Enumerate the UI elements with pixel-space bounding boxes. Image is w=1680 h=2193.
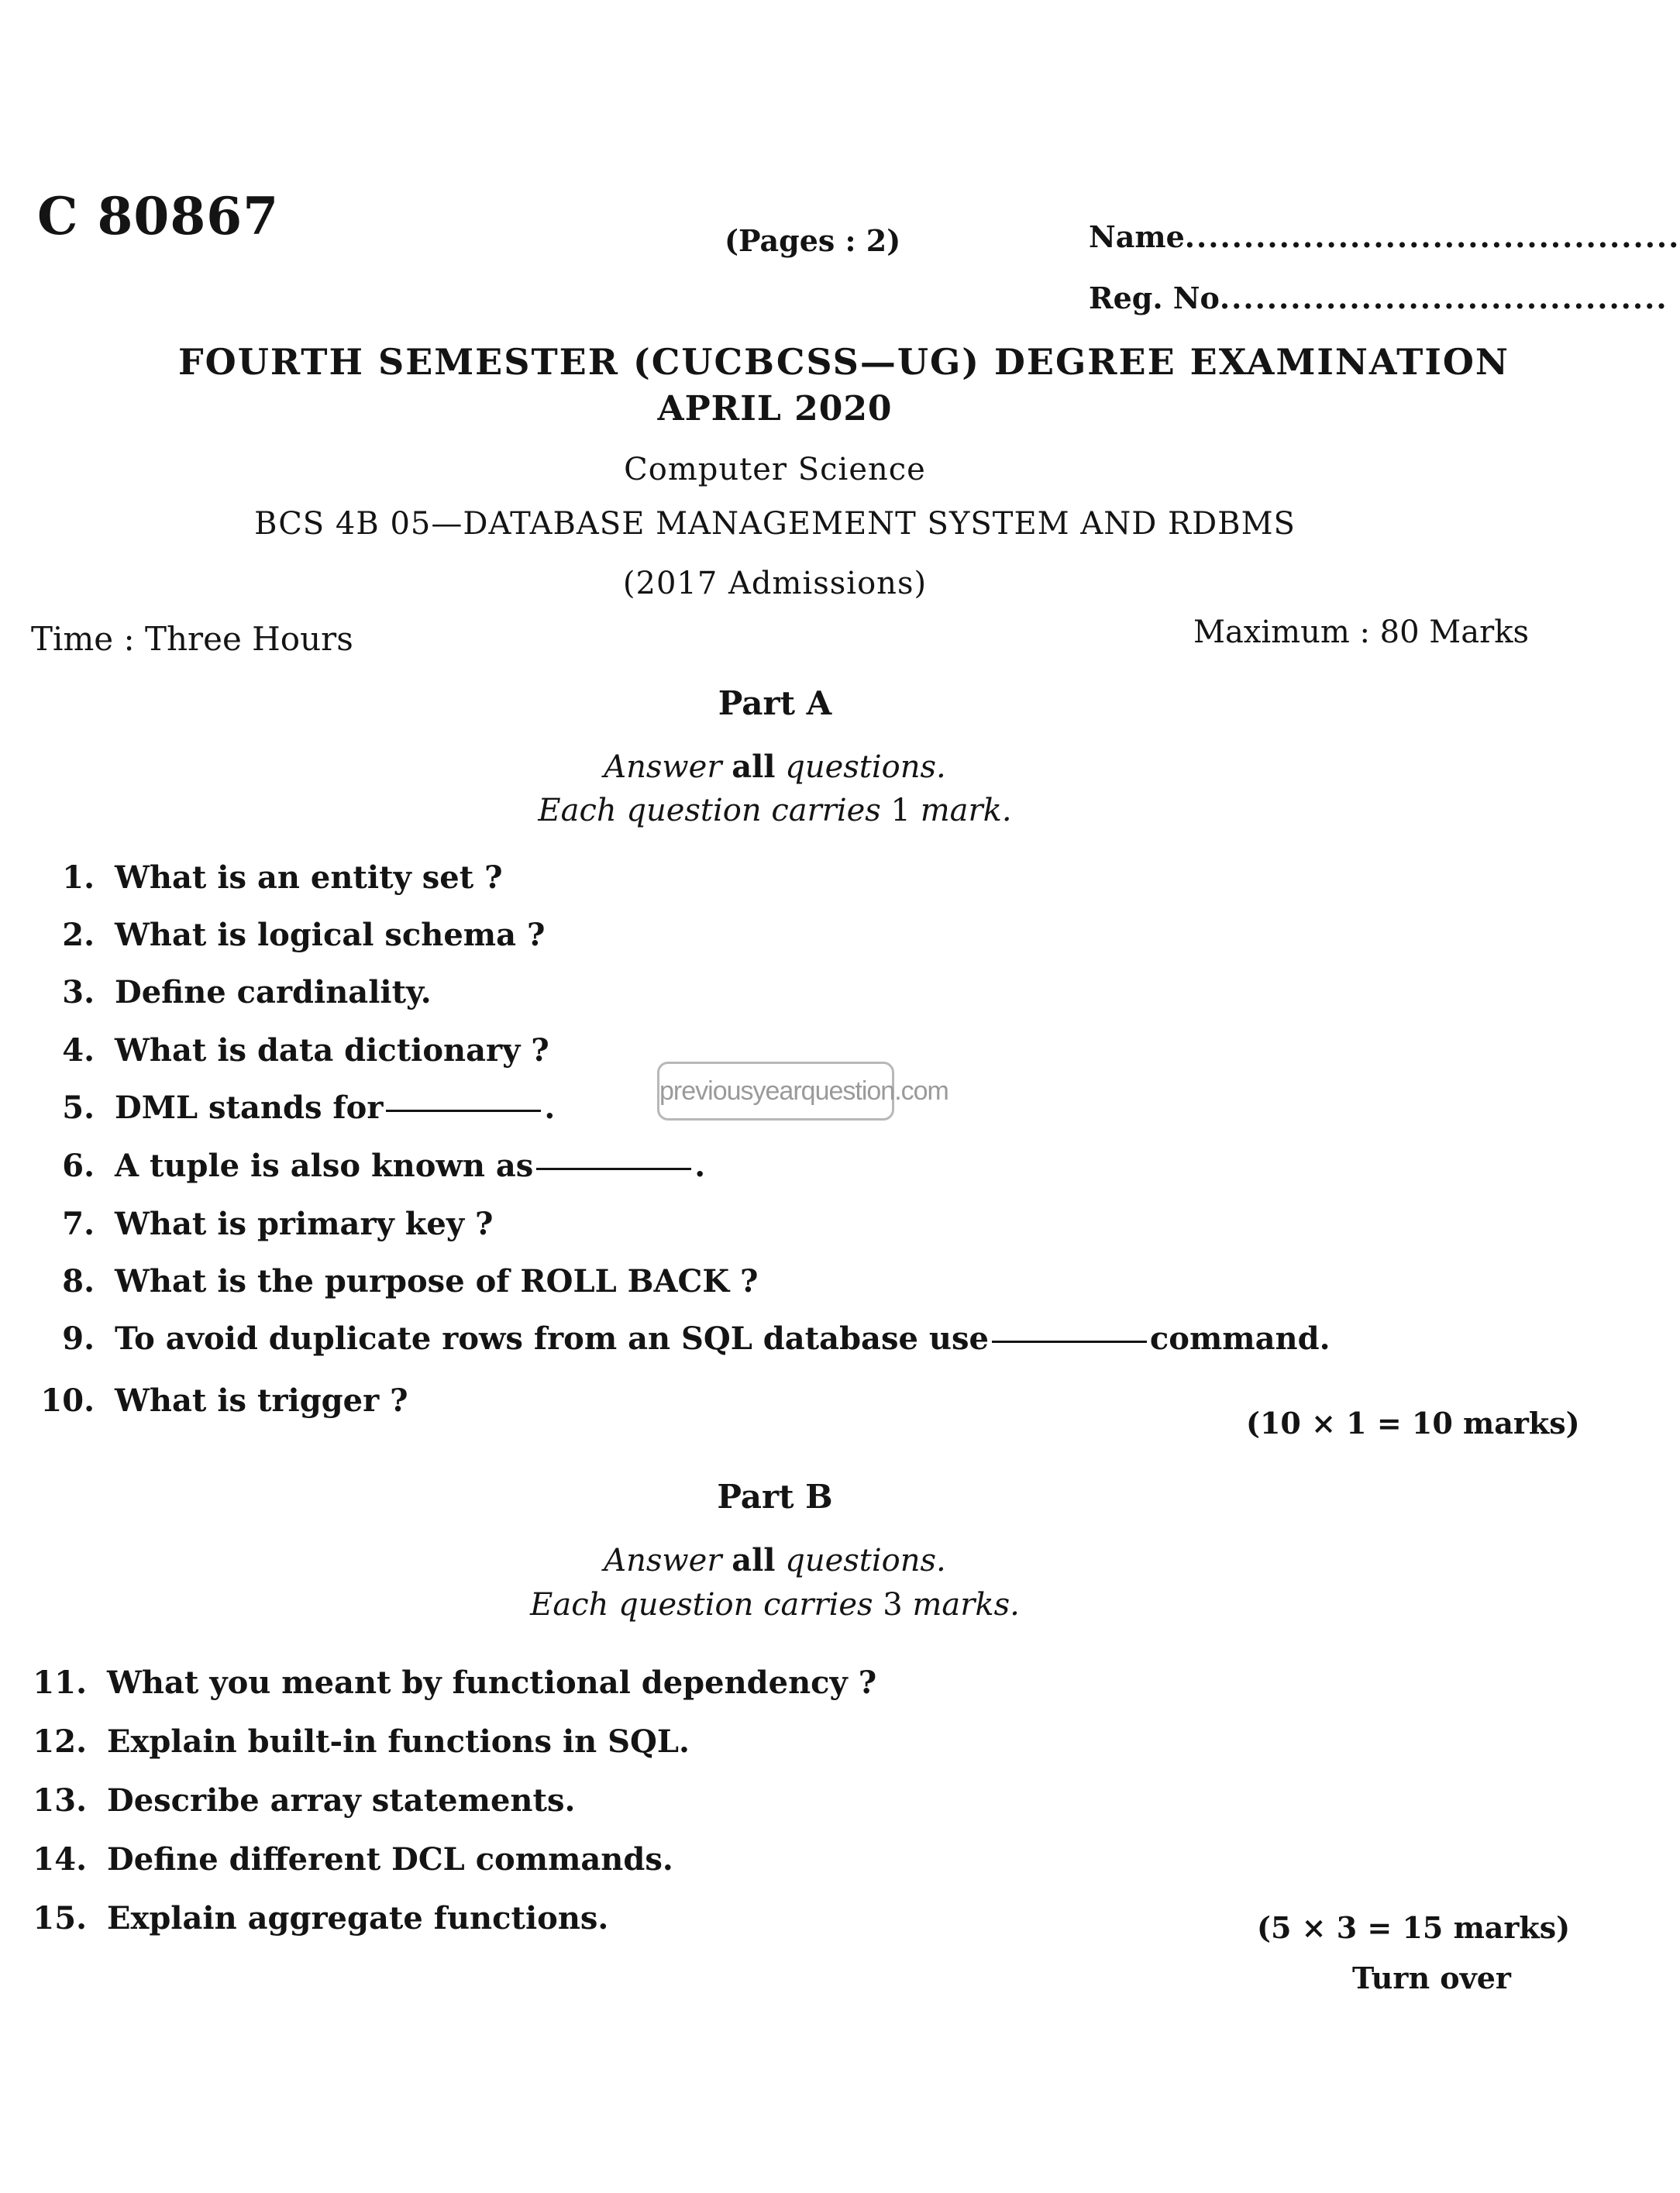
question-5	[31, 1090, 555, 1126]
mark-note-prefix: Each question carries	[538, 793, 881, 828]
question-9	[31, 1320, 1331, 1357]
answer-blank	[536, 1168, 691, 1170]
name-label: Name	[1089, 219, 1185, 254]
question-text: Define cardinality.	[115, 974, 432, 1010]
name-dots: ..........................................	[1184, 219, 1680, 254]
question-text: What you meant by functional dependency ?	[107, 1665, 877, 1701]
part-a-marks: (10 × 1 = 10 marks)	[1246, 1406, 1580, 1441]
question-text: What is an entity set ?	[115, 859, 503, 896]
question-2	[31, 917, 545, 953]
mark-note-value: 3	[883, 1587, 903, 1623]
question-text-after: .	[544, 1090, 556, 1126]
instruction-emphasis: all	[732, 749, 776, 785]
question-number: 1.	[62, 859, 95, 896]
name-field	[1089, 219, 1680, 254]
mark-note-prefix: Each question carries	[530, 1587, 873, 1623]
question-14	[23, 1841, 673, 1878]
question-number: 12.	[33, 1723, 87, 1760]
question-number: 15.	[33, 1900, 87, 1937]
question-number: 14.	[33, 1841, 87, 1878]
paper-code: C 80867	[37, 186, 280, 246]
question-6	[31, 1148, 705, 1184]
question-number: 10.	[40, 1382, 95, 1419]
question-11	[23, 1665, 876, 1701]
question-number: 6.	[62, 1148, 95, 1184]
question-text: What is logical schema ?	[115, 917, 546, 953]
watermark-logo: previousyearquestion.com	[657, 1062, 894, 1121]
question-text-after: .	[694, 1148, 706, 1184]
question-text: What is data dictionary ?	[115, 1032, 549, 1069]
instruction-prefix: Answer	[604, 749, 722, 785]
question-number: 4.	[62, 1032, 95, 1069]
admissions: (2017 Admissions)	[622, 566, 928, 601]
question-10	[31, 1382, 408, 1419]
turn-over: Turn over	[1352, 1961, 1511, 1995]
part-b-instruction	[0, 1542, 1550, 1578]
question-text: DML stands for	[115, 1090, 384, 1126]
question-number: 13.	[33, 1782, 87, 1819]
instruction-suffix: questions.	[785, 749, 946, 785]
question-text: Define different DCL commands.	[107, 1841, 673, 1878]
instruction-suffix: questions.	[785, 1543, 946, 1578]
part-a-instruction	[0, 749, 1550, 785]
instruction-emphasis: all	[732, 1542, 776, 1578]
question-number: 2.	[62, 917, 95, 953]
page-count: (Pages : 2)	[725, 223, 901, 258]
question-number: 11.	[33, 1665, 87, 1701]
question-4	[31, 1032, 549, 1069]
mark-note-suffix: marks.	[912, 1587, 1020, 1623]
question-text: A tuple is also known as	[115, 1148, 534, 1184]
part-b-marks: (5 × 3 = 15 marks)	[1257, 1910, 1571, 1945]
question-text: What is primary key ?	[115, 1206, 494, 1242]
mark-note-suffix: mark.	[920, 793, 1012, 828]
question-text-after: command.	[1149, 1320, 1331, 1357]
exam-title: FOURTH SEMESTER (CUCBCSS—UG) DEGREE EXAMINATION	[178, 341, 1510, 383]
part-b-heading: Part B	[717, 1478, 833, 1516]
question-15	[23, 1900, 608, 1937]
mark-note-value: 1	[890, 793, 911, 828]
part-b-mark-note	[0, 1587, 1550, 1623]
question-text: What is the purpose of ROLL BACK ?	[115, 1263, 759, 1300]
question-text: To avoid duplicate rows from an SQL database use	[115, 1320, 989, 1357]
instruction-prefix: Answer	[604, 1543, 722, 1578]
reg-no-dots: ......................................	[1219, 281, 1668, 315]
question-text: Explain aggregate functions.	[107, 1900, 609, 1937]
question-text: Explain built-in functions in SQL.	[107, 1723, 690, 1760]
reg-no-label: Reg. No	[1089, 281, 1220, 315]
part-a-mark-note	[0, 793, 1550, 828]
question-text: Describe array statements.	[107, 1782, 576, 1819]
maximum-marks: Maximum : 80 Marks	[1193, 615, 1529, 650]
exam-date: APRIL 2020	[657, 389, 893, 429]
question-7	[31, 1206, 493, 1242]
question-3	[31, 974, 432, 1010]
question-number: 3.	[62, 974, 95, 1010]
time-allowed: Time : Three Hours	[31, 620, 353, 658]
question-1	[31, 859, 503, 896]
course-title: BCS 4B 05—DATABASE MANAGEMENT SYSTEM AND RDBMS	[254, 506, 1296, 542]
question-number: 7.	[62, 1206, 95, 1242]
question-number: 9.	[62, 1320, 95, 1357]
part-a-heading: Part A	[718, 684, 832, 722]
subject: Computer Science	[624, 452, 926, 487]
question-text: What is trigger ?	[115, 1382, 408, 1419]
answer-blank	[992, 1341, 1147, 1343]
question-12	[23, 1723, 690, 1760]
question-8	[31, 1263, 758, 1300]
question-number: 5.	[62, 1090, 95, 1126]
reg-no-field	[1089, 281, 1668, 315]
answer-blank	[386, 1110, 541, 1112]
question-number: 8.	[62, 1263, 95, 1300]
question-13	[23, 1782, 575, 1819]
